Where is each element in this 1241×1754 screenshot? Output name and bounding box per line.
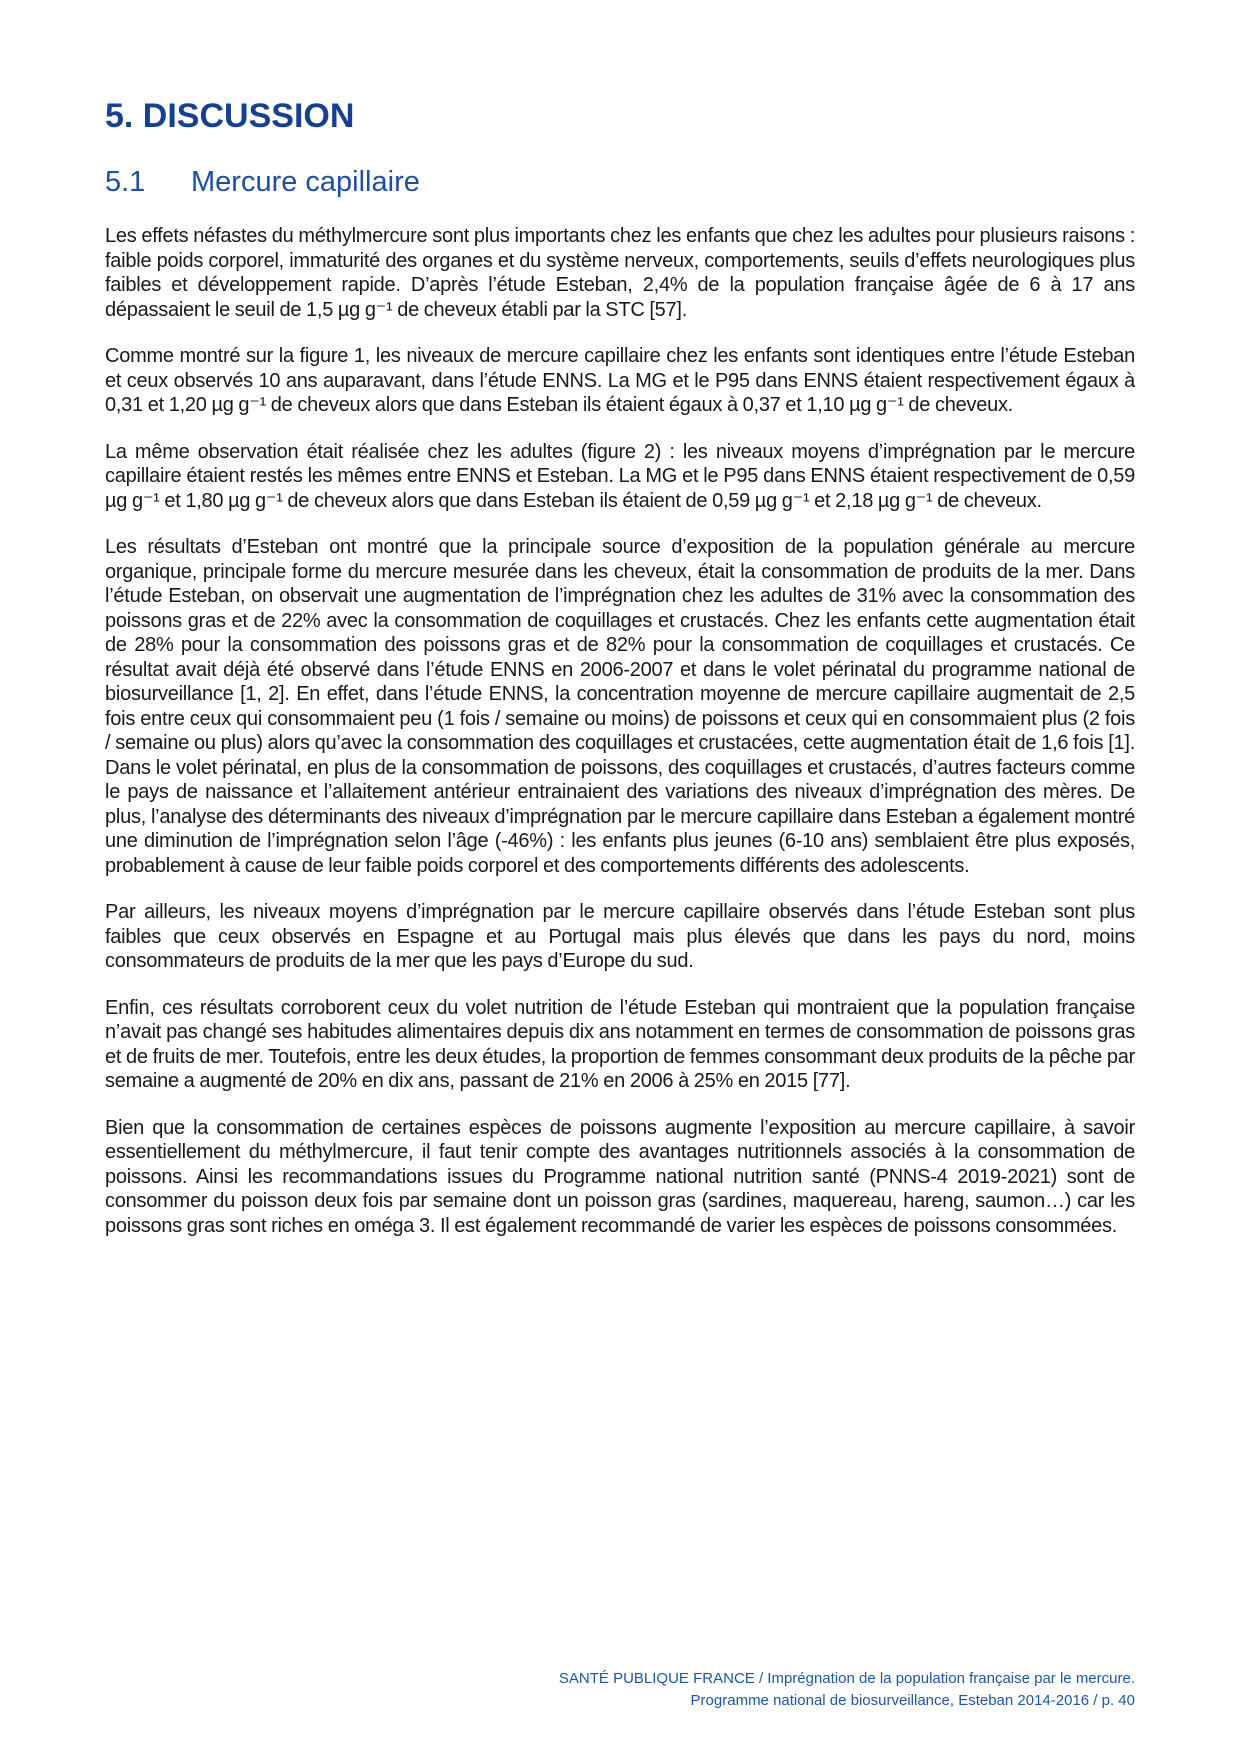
paragraph: La même observation était réalisée chez les adultes (figure 2) : les niveaux moyens d’imprégnation par le mercure capillaire étaient restés les mêmes entre ENNS et Esteban. La MG et le P95 dans ENNS étaient respectivement de 0,59 µg g⁻¹ et 1,80 µg g⁻¹ de cheveux alors que dans Esteban ils étaient de 0,59 µg g⁻¹ et 2,18 µg g⁻¹ de cheveux. xyxy=(105,440,1135,512)
paragraph: Bien que la consommation de certaines espèces de poissons augmente l’exposition au mercure capillaire, à savoir essentiellement du méthylmercure, il faut tenir compte des avantages nutritionnels associés à la consommation de poissons. Ainsi les recommandations issues du Programme national nutrition santé (PNNS-4 2019-2021) sont de consommer du poisson deux fois par semaine dont un poisson gras (sardines, maquereau, hareng, saumon…) car les poissons gras sont riches en oméga 3. Il est également recommandé de varier les espèces de poissons consommées. xyxy=(105,1116,1135,1237)
page-content xyxy=(105,96,1135,1260)
paragraph: Enfin, ces résultats corroborent ceux du volet nutrition de l’étude Esteban qui montraient que la population française n’avait pas changé ses habitudes alimentaires depuis dix ans notamment en termes de consommation de poissons gras et de fruits de mer. Toutefois, entre les deux études, la proportion de femmes consommant deux produits de la pêche par semaine a augmenté de 20% en dix ans, passant de 21% en 2006 à 25% en 2015 [77]. xyxy=(105,996,1135,1092)
paragraph: Les résultats d’Esteban ont montré que la principale source d’exposition de la population générale au mercure organique, principale forme du mercure mesurée dans les cheveux, était la consommation de produits de la mer. Dans l’étude Esteban, on observait une augmentation de l’imprégnation chez les adultes de 31% avec la consommation des poissons gras et de 22% avec la consommation de coquillages et crustacés. Chez les enfants cette augmentation était de 28% pour la consommation des poissons gras et de 82% pour la consommation de coquillages et crustacés. Ce résultat avait déjà été observé dans l’étude ENNS en 2006-2007 et dans le volet périnatal du programme national de biosurveillance [1, 2]. En effet, dans l’étude ENNS, la concentration moyenne de mercure capillaire augmentait de 2,5 fois entre ceux qui consommaient peu (1 fois / semaine ou moins) de poissons et ceux qui en consommaient plus (2 fois / semaine ou plus) alors qu’avec la consommation des coquillages et crustacées, cette augmentation était de 1,6 fois [1]. Dans le volet périnatal, en plus de la consommation de poissons, des coquillages et crustacés, d’autres facteurs comme le pays de naissance et l’allaitement antérieur entrainaient des variations des niveaux d’imprégnation des mères. De plus, l’analyse des déterminants des niveaux d’imprégnation par le mercure capillaire dans Esteban a également montré une diminution de l’imprégnation selon l’âge (-46%) : les enfants plus jeunes (6-10 ans) semblaient être plus exposés, probablement à cause de leur faible poids corporel et des comportements différents des adolescents. xyxy=(105,536,1135,877)
paragraph: Par ailleurs, les niveaux moyens d’imprégnation par le mercure capillaire observés dans l’étude Esteban sont plus faibles que ceux observés en Espagne et au Portugal mais plus élevés que dans les pays du nord, moins consommateurs de produits de la mer que les pays d’Europe du sud. xyxy=(105,901,1135,972)
footer-line-1: SANTÉ PUBLIQUE FRANCE / Imprégnation de la population française par le mercure. xyxy=(558,1670,1135,1687)
subsection-number: 5.1 xyxy=(105,166,146,198)
paragraph: Les effets néfastes du méthylmercure sont plus importants chez les enfants que chez les adultes pour plusieurs raisons : faible poids corporel, immaturité des organes et du système nerveux, comportements, seuils d’effets neurologiques plus faibles et développement rapide. D’après l’étude Esteban, 2,4% de la population française âgée de 6 à 17 ans dépassaient le seuil de 1,5 µg g⁻¹ de cheveux établi par la STC [57]. xyxy=(105,225,1135,321)
footer-line-2: Programme national de biosurveillance, Esteban 2014-2016 / p. 40 xyxy=(690,1692,1135,1709)
section-heading: 5. DISCUSSION xyxy=(105,97,355,135)
subsection-title: Mercure capillaire xyxy=(191,166,420,198)
paragraph: Comme montré sur la figure 1, les niveaux de mercure capillaire chez les enfants sont identiques entre l’étude Esteban et ceux observés 10 ans auparavant, dans l’étude ENNS. La MG et le P95 dans ENNS étaient respectivement égaux à 0,31 et 1,20 µg g⁻¹ de cheveux alors que dans Esteban ils étaient égaux à 0,37 et 1,10 µg g⁻¹ de cheveux. xyxy=(105,345,1135,416)
body-text xyxy=(105,224,1135,1238)
page-footer xyxy=(559,1668,1135,1712)
subsection-heading xyxy=(105,164,1135,200)
